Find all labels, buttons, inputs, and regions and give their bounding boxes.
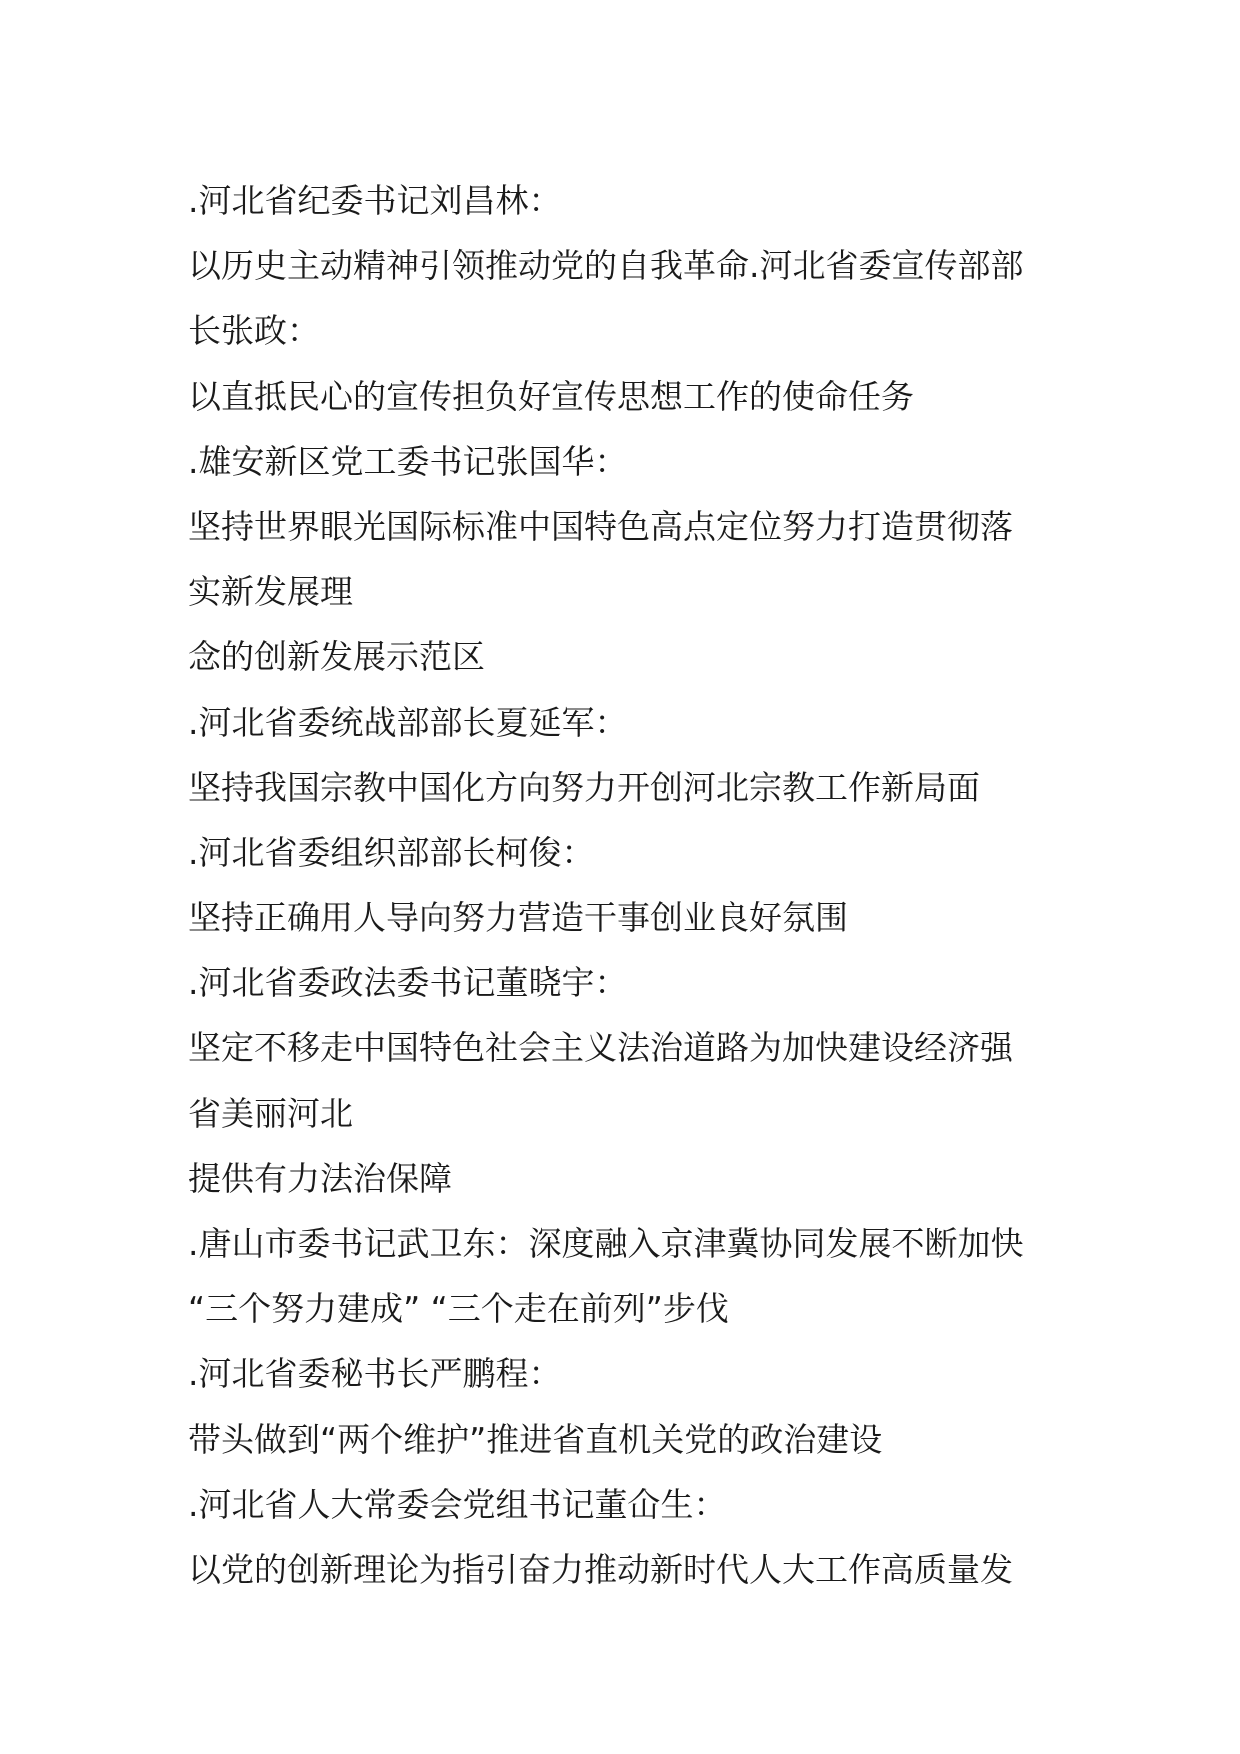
text-line: .河北省委政法委书记董晓宇：	[188, 963, 628, 1003]
text-line: .河北省人大常委会党组书记董仚生：	[188, 1484, 727, 1524]
text-line: .河北省委秘书长严鹏程：	[188, 1354, 562, 1394]
text-line: 念的创新发展示范区	[188, 637, 485, 677]
document-body	[188, 168, 1068, 1602]
text-line: 带头做到“两个维护”推进省直机关党的政治建设	[188, 1419, 883, 1459]
text-line: 省美丽河北	[188, 1093, 353, 1133]
text-line: 以党的创新理论为指引奋力推动新时代人大工作高质量发	[188, 1549, 1013, 1589]
text-line: 实新发展理	[188, 572, 353, 612]
text-line: 坚定不移走中国特色社会主义法治道路为加快建设经济强	[188, 1028, 1013, 1068]
text-line: 以历史主动精神引领推动党的自我革命.河北省委宣传部部	[188, 246, 1024, 286]
text-line: 提供有力法治保障	[188, 1158, 452, 1198]
text-line: 以直抵民心的宣传担负好宣传思想工作的使命任务	[188, 376, 914, 416]
text-line: .河北省委统战部部长夏延军：	[188, 702, 628, 742]
text-line: 长张政：	[188, 311, 320, 351]
text-line: .河北省纪委书记刘昌林：	[188, 181, 562, 220]
text-line: “三个努力建成” “三个走在前列”步伐	[188, 1289, 729, 1329]
text-line: 坚持正确用人导向努力营造干事创业良好氛围	[188, 898, 848, 938]
text-line: 坚持世界眼光国际标准中国特色高点定位努力打造贯彻落	[188, 506, 1013, 546]
text-line: 坚持我国宗教中国化方向努力开创河北宗教工作新局面	[188, 767, 980, 807]
text-line: .河北省委组织部部长柯俊：	[188, 832, 595, 872]
text-line: .雄安新区党工委书记张国华：	[188, 441, 628, 481]
text-line: .唐山市委书记武卫东：深度融入京津冀协同发展不断加快	[188, 1224, 1024, 1263]
